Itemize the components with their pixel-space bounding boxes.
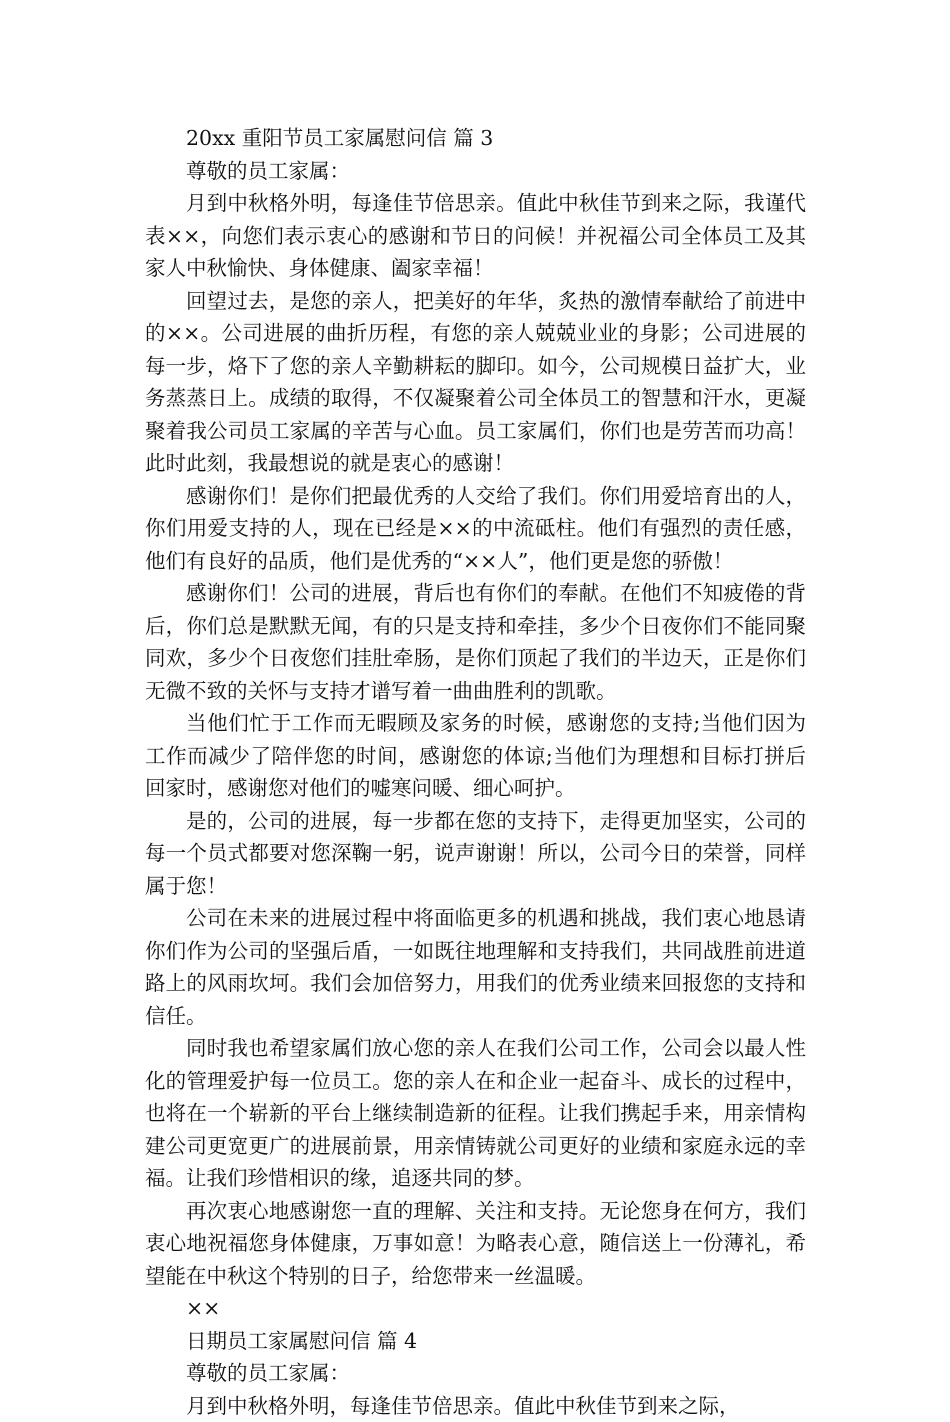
paragraph: 公司在未来的进展过程中将面临更多的机遇和挑战，我们衷心地恳请你们作为公司的坚强后盾，一如既往地理解和支持我们，共同战胜前进道路上的风雨坎坷。我们会加倍努力，用我们的优秀业绩来回报您的支持和信任。 [145,902,806,1032]
paragraph: 再次衷心地感谢您一直的理解、关注和支持。无论您身在何方，我们衷心地祝福您身体健康，万事如意！为略表心意，随信送上一份薄礼，希望能在中秋这个特别的日子，给您带来一丝温暖。 [145,1195,806,1293]
salutation-2: 尊敬的员工家属： [145,1357,806,1390]
letter-title-2: 日期员工家属慰问信 篇 4 [145,1325,806,1358]
paragraph-partial: 月到中秋格外明，每逢佳节倍思亲。值此中秋佳节到来之际， [145,1390,806,1422]
paragraph: 月到中秋格外明，每逢佳节倍思亲。值此中秋佳节到来之际，我谨代表××，向您们表示衷心的感谢和节日的问候！并祝福公司全体员工及其家人中秋愉快、身体健康、阖家幸福！ [145,187,806,285]
paragraph: 是的，公司的进展，每一步都在您的支持下，走得更加坚实，公司的每一个员式都要对您深鞠一躬，说声谢谢！所以，公司今日的荣誉，同样属于您！ [145,805,806,903]
signature: ×× [145,1292,806,1325]
paragraph: 当他们忙于工作而无暇顾及家务的时候，感谢您的支持;当他们因为工作而减少了陪伴您的时间，感谢您的体谅;当他们为理想和目标打拼后回家时，感谢您对他们的嘘寒问暖、细心呵护。 [145,707,806,805]
document-page [145,122,806,1422]
paragraph: 回望过去，是您的亲人，把美好的年华，炙热的激情奉献给了前进中的××。公司进展的曲折历程，有您的亲人兢兢业业的身影；公司进展的每一步，烙下了您的亲人辛勤耕耘的脚印。如今，公司规模日益扩大，业务蒸蒸日上。成绩的取得，不仅凝聚着公司全体员工的智慧和汗水，更凝聚着我公司员工家属的辛苦与心血。员工家属们，你们也是劳苦而功高！此时此刻，我最想说的就是衷心的感谢！ [145,285,806,480]
letter-title-1: 20xx 重阳节员工家属慰问信 篇 3 [145,122,806,155]
paragraph: 感谢你们！公司的进展，背后也有你们的奉献。在他们不知疲倦的背后，你们总是默默无闻，有的只是支持和牵挂，多少个日夜你们不能同聚同欢，多少个日夜您们挂肚牵肠，是你们顶起了我们的半边天，正是你们无微不致的关怀与支持才谱写着一曲曲胜利的凯歌。 [145,577,806,707]
paragraph: 感谢你们！是你们把最优秀的人交给了我们。你们用爱培育出的人，你们用爱支持的人，现在已经是××的中流砥柱。他们有强烈的责任感，他们有良好的品质，他们是优秀的“××人”，他们更是您的骄傲！ [145,480,806,578]
salutation-1: 尊敬的员工家属： [145,155,806,188]
paragraph: 同时我也希望家属们放心您的亲人在我们公司工作，公司会以最人性化的管理爱护每一位员工。您的亲人在和企业一起奋斗、成长的过程中，也将在一个崭新的平台上继续制造新的征程。让我们携起手来，用亲情构建公司更宽更广的进展前景，用亲情铸就公司更好的业绩和家庭永远的幸福。让我们珍惜相识的缘，追逐共同的梦。 [145,1032,806,1195]
